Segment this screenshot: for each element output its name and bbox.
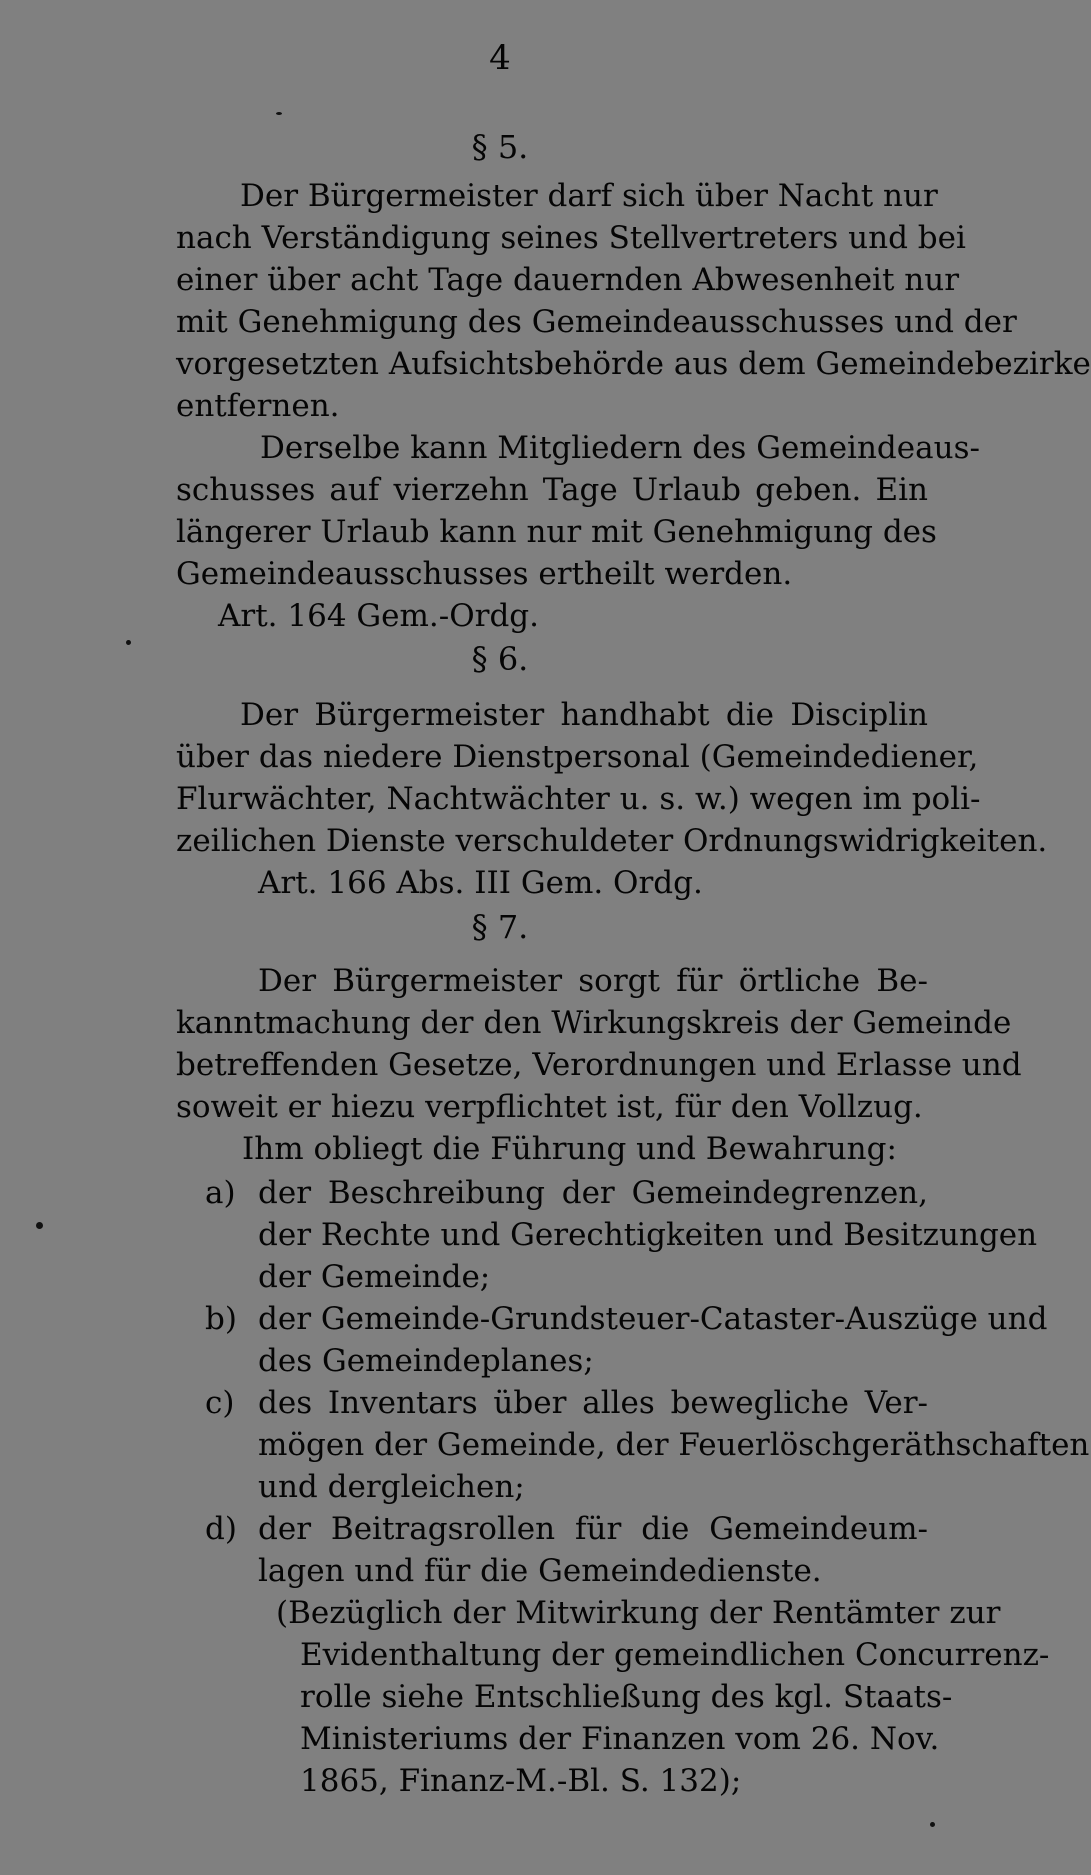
list-item-line: lagen und für die Gemeindedienste. bbox=[258, 1553, 822, 1589]
list-item-line: der Gemeinde-Grundsteuer-Cataster-Auszüge und bbox=[258, 1301, 1048, 1337]
text-line: über das niedere Dienstpersonal (Gemeindediener, bbox=[176, 739, 979, 775]
text-line: soweit er hiezu verpflichtet ist, für den Vollzug. bbox=[176, 1089, 923, 1125]
list-item-label: b) bbox=[205, 1301, 237, 1337]
list-item-line: mögen der Gemeinde, der Feuerlöschgeräthschaften bbox=[258, 1427, 1090, 1463]
list-item-line: der Gemeinde; bbox=[258, 1259, 491, 1295]
legal-reference: Art. 164 Gem.-Ordg. bbox=[218, 598, 540, 634]
print-speck bbox=[36, 1222, 43, 1229]
legal-reference: Art. 166 Abs. III Gem. Ordg. bbox=[258, 865, 703, 901]
print-speck bbox=[276, 112, 282, 115]
text-line: mit Genehmigung des Gemeindeausschusses und der bbox=[176, 304, 1017, 340]
list-item-line: Evidenthaltung der gemeindlichen Concurrenz- bbox=[300, 1637, 1050, 1673]
section-heading-6: § 6. bbox=[471, 640, 529, 678]
text-line: entfernen. bbox=[176, 388, 340, 424]
text-line: längerer Urlaub kann nur mit Genehmigung des bbox=[176, 514, 937, 550]
print-speck bbox=[930, 1822, 935, 1827]
text-line: betreffenden Gesetze, Verordnungen und Erlasse und bbox=[176, 1047, 1022, 1083]
page-number: 4 bbox=[489, 38, 511, 78]
text-line: Der Bürgermeister sorgt für örtliche Be- bbox=[258, 963, 928, 999]
section-heading-5: § 5. bbox=[471, 128, 529, 166]
list-item-label: d) bbox=[205, 1511, 237, 1547]
print-speck bbox=[126, 640, 131, 645]
list-item-label: a) bbox=[205, 1175, 236, 1211]
text-line: zeilichen Dienste verschuldeter Ordnungswidrigkeiten. bbox=[176, 823, 1048, 859]
list-item-line: der Beschreibung der Gemeindegrenzen, bbox=[258, 1175, 928, 1211]
list-item-line: (Bezüglich der Mitwirkung der Rentämter zur bbox=[276, 1595, 1001, 1631]
list-item-line: des Inventars über alles bewegliche Ver- bbox=[258, 1385, 928, 1421]
text-line: Flurwächter, Nachtwächter u. s. w.) wegen im poli- bbox=[176, 781, 981, 817]
list-item-line: der Beitragsrollen für die Gemeindeum- bbox=[258, 1511, 928, 1547]
list-item-line: und dergleichen; bbox=[258, 1469, 525, 1505]
text-line: Gemeindeausschusses ertheilt werden. bbox=[176, 556, 793, 592]
list-item-line: Ministeriums der Finanzen vom 26. Nov. bbox=[300, 1721, 940, 1757]
text-line: Derselbe kann Mitgliedern des Gemeindeaus- bbox=[260, 430, 980, 466]
text-line: Der Bürgermeister handhabt die Disciplin bbox=[240, 697, 928, 733]
text-line: Ihm obliegt die Führung und Bewahrung: bbox=[242, 1131, 897, 1167]
list-item-line: rolle siehe Entschließung des kgl. Staats- bbox=[300, 1679, 953, 1715]
text-line: schusses auf vierzehn Tage Urlaub geben. Ein bbox=[176, 472, 928, 508]
list-item-line: des Gemeindeplanes; bbox=[258, 1343, 594, 1379]
text-line: einer über acht Tage dauernden Abwesenheit nur bbox=[176, 262, 960, 298]
text-line: kanntmachung der den Wirkungskreis der Gemeinde bbox=[176, 1005, 1012, 1041]
list-item-label: c) bbox=[205, 1385, 235, 1421]
list-item-line: 1865, Finanz-M.-Bl. S. 132); bbox=[300, 1763, 742, 1799]
text-line: nach Verständigung seines Stellvertreters und bei bbox=[176, 220, 966, 256]
section-heading-7: § 7. bbox=[471, 908, 529, 946]
list-item-line: der Rechte und Gerechtigkeiten und Besitzungen bbox=[258, 1217, 1038, 1253]
text-line: Der Bürgermeister darf sich über Nacht nur bbox=[240, 178, 938, 214]
text-line: vorgesetzten Aufsichtsbehörde aus dem Gemeindebezirke bbox=[176, 346, 1091, 382]
